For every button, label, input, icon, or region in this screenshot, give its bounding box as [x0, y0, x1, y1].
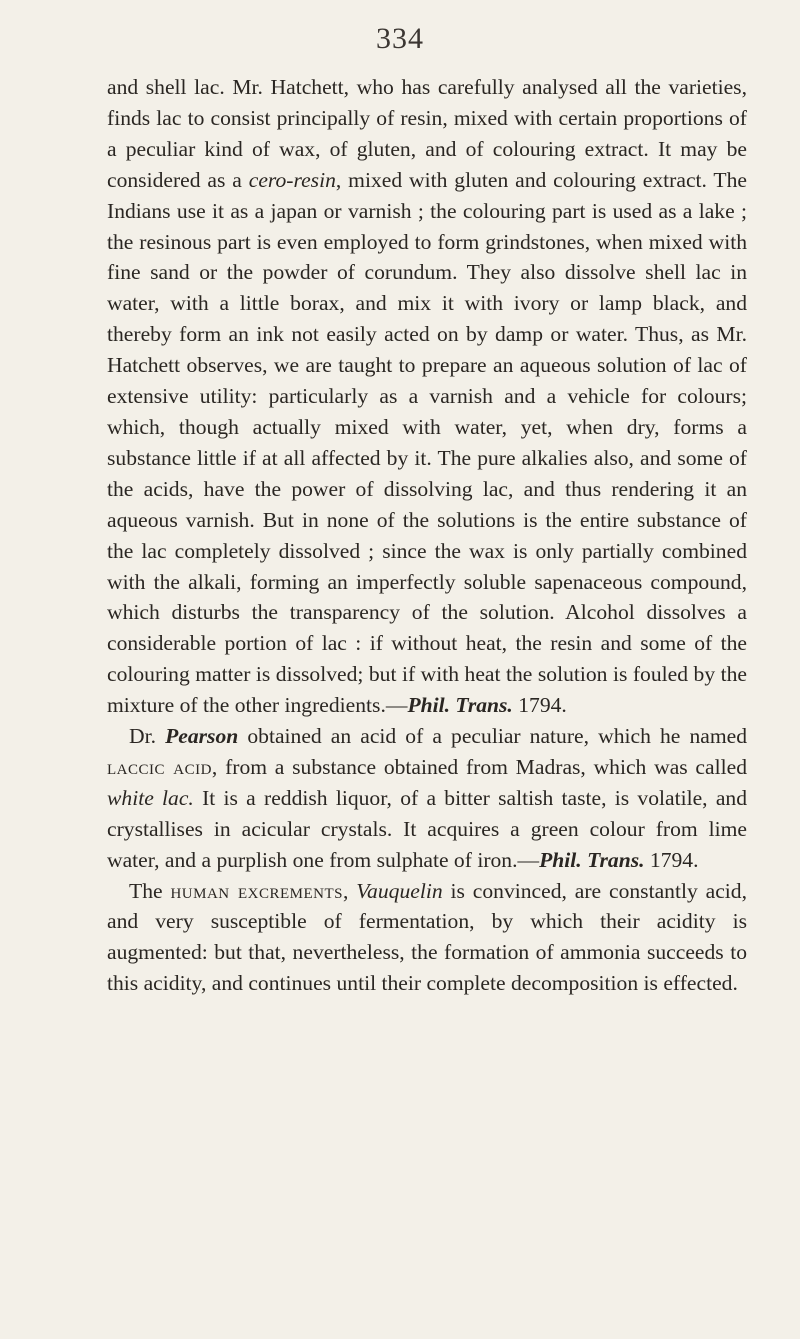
citation-year: 1794.: [512, 693, 567, 718]
page-number: 334: [376, 22, 424, 55]
citation-year: 1794.: [644, 847, 699, 872]
citation-phil-trans: Phil. Trans.: [539, 847, 645, 872]
name-pearson: Pearson: [165, 724, 239, 749]
term-cero-resin: cero-resin: [248, 167, 336, 192]
term-human-excrements: human excrements: [170, 878, 343, 903]
name-vauquelin: Vauquelin: [356, 878, 443, 903]
paragraph-text: ,: [343, 878, 357, 903]
page-body: [107, 72, 747, 999]
paragraph-shell-lac: [107, 72, 747, 721]
paragraph-text: Dr.: [129, 724, 166, 749]
citation-phil-trans: Phil. Trans.: [407, 693, 513, 718]
paragraph-text: , mixed with gluten and colouring extract. The Indians use it as a japan or varnish ; the colouring part is used as a lake ; the resinous part is even employed to form grindstones, when mixed with fine sand or the powder of corundum. They also dissolve shell lac in water, with a little borax, and mix it with ivory or lamp black, and thereby form an ink not easily acted on by damp or water. Thus, as Mr. Hatchett observes, we are taught to prepare an aqueous solution of lac of extensive utility: particularly as a varnish and a vehicle for colours; which, though actually mixed with water, yet, when dry, forms a substance little if at all affected by it. The pure alkalies also, and some of the acids, have the power of dissolving lac, and thus rendering it an aqueous varnish. But in none of the solutions is the entire substance of the lac completely dissolved ; since the wax is only partially combined with the alkali, forming an imperfectly soluble sapenaceous compound, which disturbs the transparency of the solution. Alcohol dissolves a considerable portion of lac : if without heat, the resin and some of the colouring matter is dissolved; but if with heat the solution is fouled by the mixture of the other ingredients.—: [107, 167, 747, 718]
paragraph-text: , from a substance obtained from Madras, which was called: [211, 754, 747, 779]
term-white-lac: white lac.: [107, 785, 194, 810]
paragraph-text: The: [129, 878, 171, 903]
paragraph-text: is convinced, are constantly acid, and very susceptible of fermentation, by which their acidity is augmented: but that, nevertheless, the formation of ammonia succeeds to this acidity, and continues until their complete decomposition is effected.: [107, 878, 747, 996]
paragraph-text: obtained an acid of a peculiar nature, which he named: [238, 724, 747, 749]
paragraph-human-excrements: [107, 876, 747, 1000]
paragraph-text: and shell lac. Mr. Hatchett, who has carefully analysed all the varieties, finds lac to consist principally of resin, mixed with certain proportions of a peculiar kind of wax, of gluten, and of colouring extract. It may be considered as a: [107, 75, 747, 192]
paragraph-laccic-acid: [107, 721, 747, 876]
term-laccic-acid: laccic acid: [107, 754, 212, 779]
paragraph-text: It is a reddish liquor, of a bitter saltish taste, is volatile, and crystallises in acicular crystals. It acquires a green colour from lime water, and a purplish one from sulphate of iron.—: [107, 785, 748, 872]
